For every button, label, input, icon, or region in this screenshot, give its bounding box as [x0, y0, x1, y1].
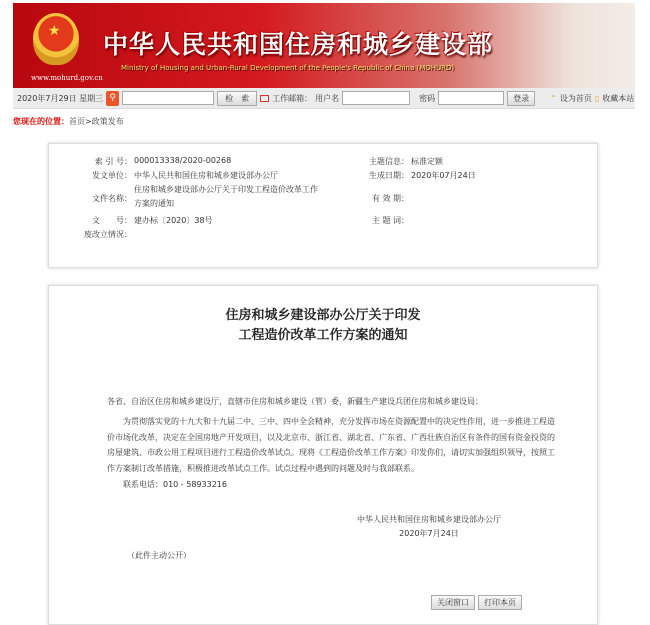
username-label: 用户名 — [315, 93, 340, 103]
breadcrumb — [13, 115, 635, 129]
salutation: 各省、自治区住房和城乡建设厅，直辖市住房和城乡建设（管）委，新疆生产建设兵团住房和城乡建设局： — [107, 397, 483, 406]
name-label: 文件名称： — [92, 194, 132, 203]
home-icon: ⌃ — [550, 93, 557, 103]
signer: 中华人民共和国住房和城乡建设部办公厅 — [357, 515, 501, 524]
toolbar — [13, 88, 635, 109]
search-input[interactable] — [122, 91, 214, 105]
valid-label: 有 效 期： — [371, 194, 409, 203]
mail-icon — [260, 95, 269, 102]
search-button[interactable]: 检 索 — [217, 91, 257, 106]
current-date: 2020年7月29日 星期三 — [17, 93, 104, 103]
disclosure-note: （此件主动公开） — [127, 551, 191, 560]
password-label: 密码 — [419, 93, 436, 103]
topic-value: 标准定额 — [411, 157, 443, 166]
username-input[interactable] — [342, 91, 410, 105]
login-button[interactable]: 登录 — [507, 91, 535, 106]
breadcrumb-label: 您现在的位置： — [13, 117, 69, 126]
search-icon[interactable]: ⚲ — [106, 91, 119, 106]
topic-label: 主题信息： — [369, 157, 409, 166]
site-subtitle: Ministry of Housing and Urban-Rural Development of the People's Republic of China (MOHURD) — [121, 64, 455, 72]
issuer-label: 发文单位： — [92, 171, 132, 180]
date-value: 2020年07月24日 — [411, 171, 476, 180]
docno-label: 文 号： — [92, 216, 132, 225]
date-label: 生成日期： — [369, 171, 409, 180]
set-home-link[interactable]: 设为首页 — [559, 93, 592, 103]
docno-value: 建办标〔2020〕38号 — [134, 216, 213, 225]
body-paragraph: 为贯彻落实党的十九大和十九届二中、三中、四中全会精神，充分发挥市场在资源配置中的决定性作用，进一步推进工程造价市场化改革，决定在全国房地产开发项目，以及北京市、浙江省、湖北省、广东省、广西壮族自治区有条件的国有资金投资的房屋建筑、市政公用工程项目进行工程造价改革试点。现将《工程造价改革工作方案》印发你们，请切实加强组织领导，按照工作方案制订改革措施，积极推进改革试点工作。试点过程中遇到的问题及时与我部联系。 — [107, 417, 555, 473]
status-label: 废改立情况： — [84, 230, 132, 239]
mail-label: 工作邮箱： — [272, 93, 313, 103]
header-banner — [13, 3, 635, 88]
issuer-value: 中华人民共和国住房和城乡建设部办公厅 — [134, 171, 278, 180]
index-label: 索 引 号： — [94, 157, 132, 166]
bookmark-icon: ▯ — [594, 93, 600, 103]
national-emblem-icon: ★ — [33, 13, 79, 65]
keyword-label: 主 题 词： — [371, 216, 409, 225]
site-title: 中华人民共和国住房和城乡建设部 — [103, 30, 494, 59]
sign-date: 2020年7月24日 — [399, 529, 459, 538]
breadcrumb-path[interactable]: 首页>政策发布 — [69, 117, 124, 126]
password-input[interactable] — [438, 91, 504, 105]
name-value-line1: 住房和城乡建设部办公厅关于印发工程造价改革工作 — [134, 185, 318, 194]
doc-title-line2: 工程造价改革工作方案的通知 — [238, 328, 408, 343]
site-url: www.mohurd.gov.cn — [31, 74, 103, 82]
name-value-line2: 方案的通知 — [134, 199, 174, 208]
document-info-panel — [48, 143, 598, 268]
document-body — [48, 285, 598, 625]
bookmark-link[interactable]: 收藏本站 — [602, 93, 635, 103]
contact-phone: 联系电话：010 - 58933216 — [107, 480, 227, 489]
print-page-button[interactable]: 打印本页 — [478, 595, 522, 610]
close-window-button[interactable]: 关闭窗口 — [431, 595, 475, 610]
doc-title-line1: 住房和城乡建设部办公厅关于印发 — [225, 308, 421, 323]
index-value: 000013338/2020-00268 — [134, 156, 232, 165]
